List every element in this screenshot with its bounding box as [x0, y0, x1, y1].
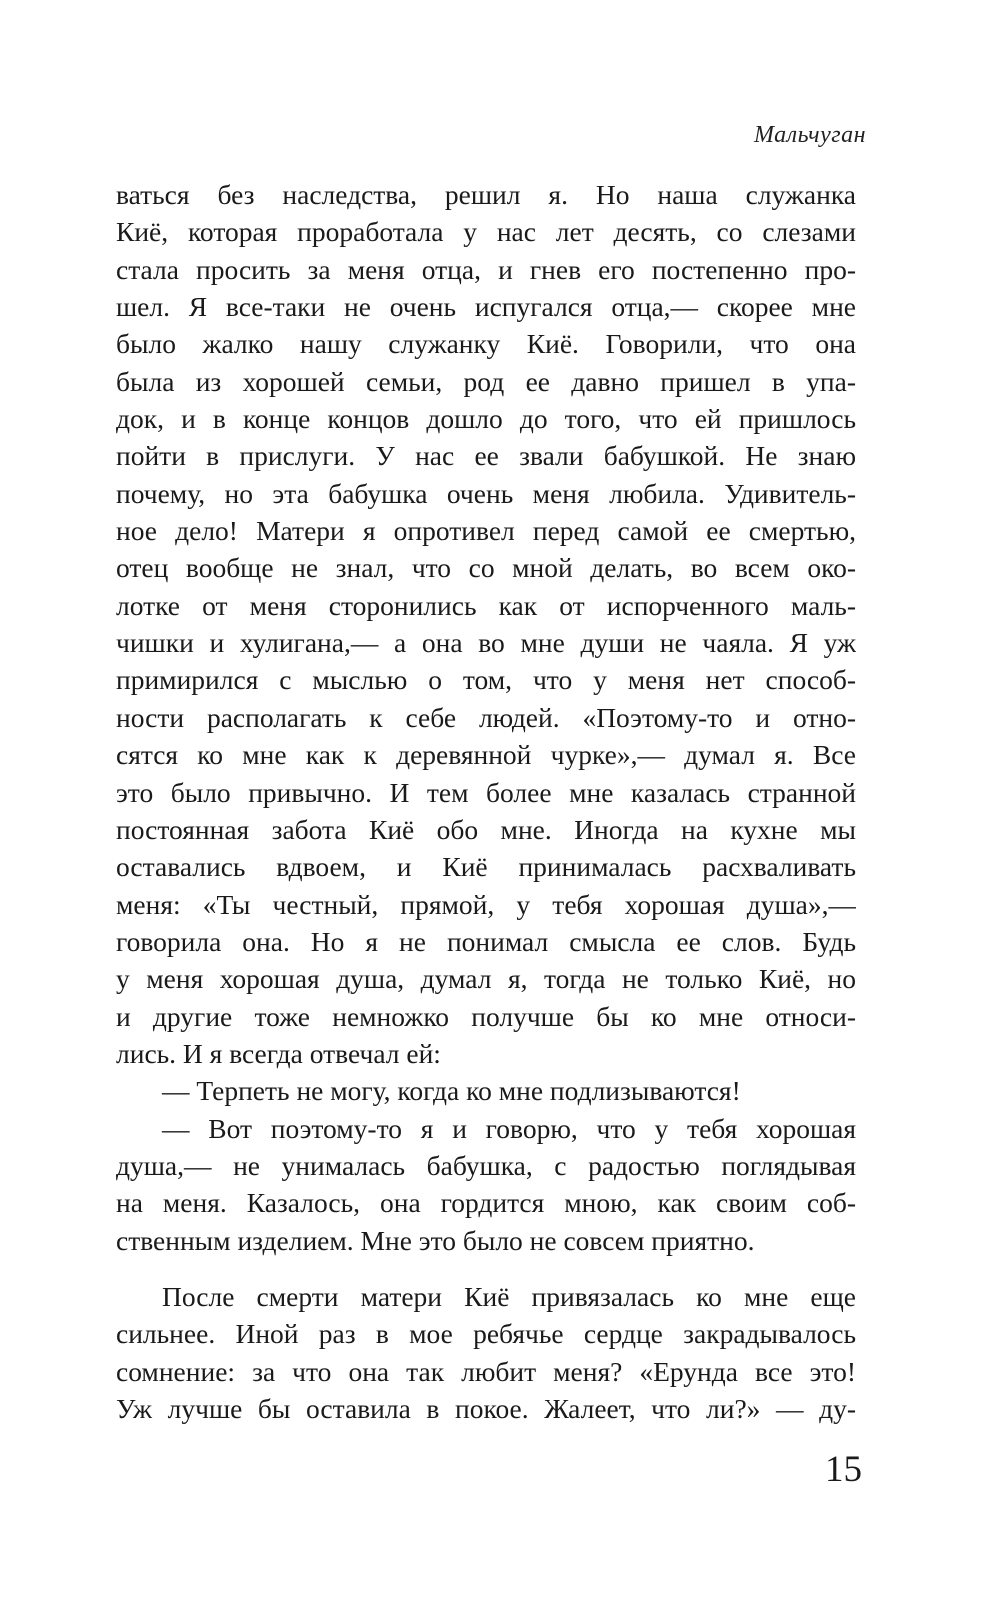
text-line: лотке от меня сторонились как от испорченного маль- [116, 589, 856, 621]
dialogue-line: — Терпеть не могу, когда ко мне подлизываются! [162, 1075, 741, 1107]
text-line: было жалко нашу служанку Киё. Говорили, что она [116, 328, 856, 360]
text-line: лись. И я всегда отвечал ей: [116, 1037, 441, 1069]
text-line: постоянная забота Киё обо мне. Иногда на кухне мы [116, 813, 856, 845]
text-line: душа,— не унималась бабушка, с радостью поглядывая [116, 1149, 856, 1181]
running-title: Мальчуган [754, 122, 866, 148]
text-line: После смерти матери Киё привязалась ко мне еще [162, 1280, 856, 1312]
text-line: сильнее. Иной раз в мое ребячье сердце закрадывалось [116, 1318, 856, 1350]
text-line: ности располагать к себе людей. «Поэтому-то и отно- [116, 701, 856, 733]
text-line: ваться без наследства, решил я. Но наша служанка [116, 179, 856, 210]
text-line: пойти в прислуги. У нас ее звали бабушкой. Не знаю [116, 440, 856, 472]
body-text [116, 176, 856, 1427]
text-line: оставались вдвоем, и Киё принималась расхваливать [116, 851, 856, 883]
text-line: говорила она. Но я не понимал смысла ее слов. Будь [116, 925, 856, 957]
text-line: у меня хорошая душа, думал я, тогда не только Киё, но [116, 963, 856, 995]
text-line: отец вообще не знал, что со мной делать, во всем око- [116, 552, 856, 584]
text-line: чишки и хулигана,— а она во мне души не чаяла. Я уж [116, 627, 856, 659]
text-line: и другие тоже немножко получше бы ко мне относи- [116, 1000, 856, 1032]
page-number: 15 [825, 1449, 862, 1490]
text-line: сомнение: за что она так любит меня? «Ерунда все это! [116, 1355, 856, 1387]
text-line: ное дело! Матери я опротивел перед самой ее смертью, [116, 515, 856, 547]
text-line: меня: «Ты честный, прямой, у тебя хорошая душа»,— [116, 888, 856, 920]
text-line: почему, но эта бабушка очень меня любила. Удивитель- [116, 477, 856, 509]
text-line: стала просить за меня отца, и гнев его постепенно про- [116, 253, 856, 285]
text-line: на меня. Казалось, она гордится мною, как своим соб- [116, 1187, 856, 1219]
text-line: это было привычно. И тем более мне казалась странной [116, 776, 856, 808]
text-line: ственным изделием. Мне это было не совсем приятно. [116, 1224, 755, 1256]
text-line: сятся ко мне как к деревянной чурке»,— думал я. Все [116, 739, 856, 771]
text-line: примирился с мыслью о том, что у меня нет способ- [116, 664, 856, 696]
text-line: Уж лучше бы оставила в покое. Жалеет, что ли?» — ду- [116, 1393, 856, 1424]
text-line: док, и в конце концов дошло до того, что ей пришлось [116, 403, 856, 435]
text-line: была из хорошей семьи, род ее давно пришел в упа- [116, 365, 856, 397]
dialogue-line: — Вот поэтому-то я и говорю, что у тебя хорошая [162, 1112, 856, 1144]
text-line: Киё, которая проработала у нас лет десять, со слезами [116, 216, 856, 248]
text-line: шел. Я все-таки не очень испугался отца,— скорее мне [116, 291, 856, 323]
paragraph-gap [116, 1259, 856, 1278]
